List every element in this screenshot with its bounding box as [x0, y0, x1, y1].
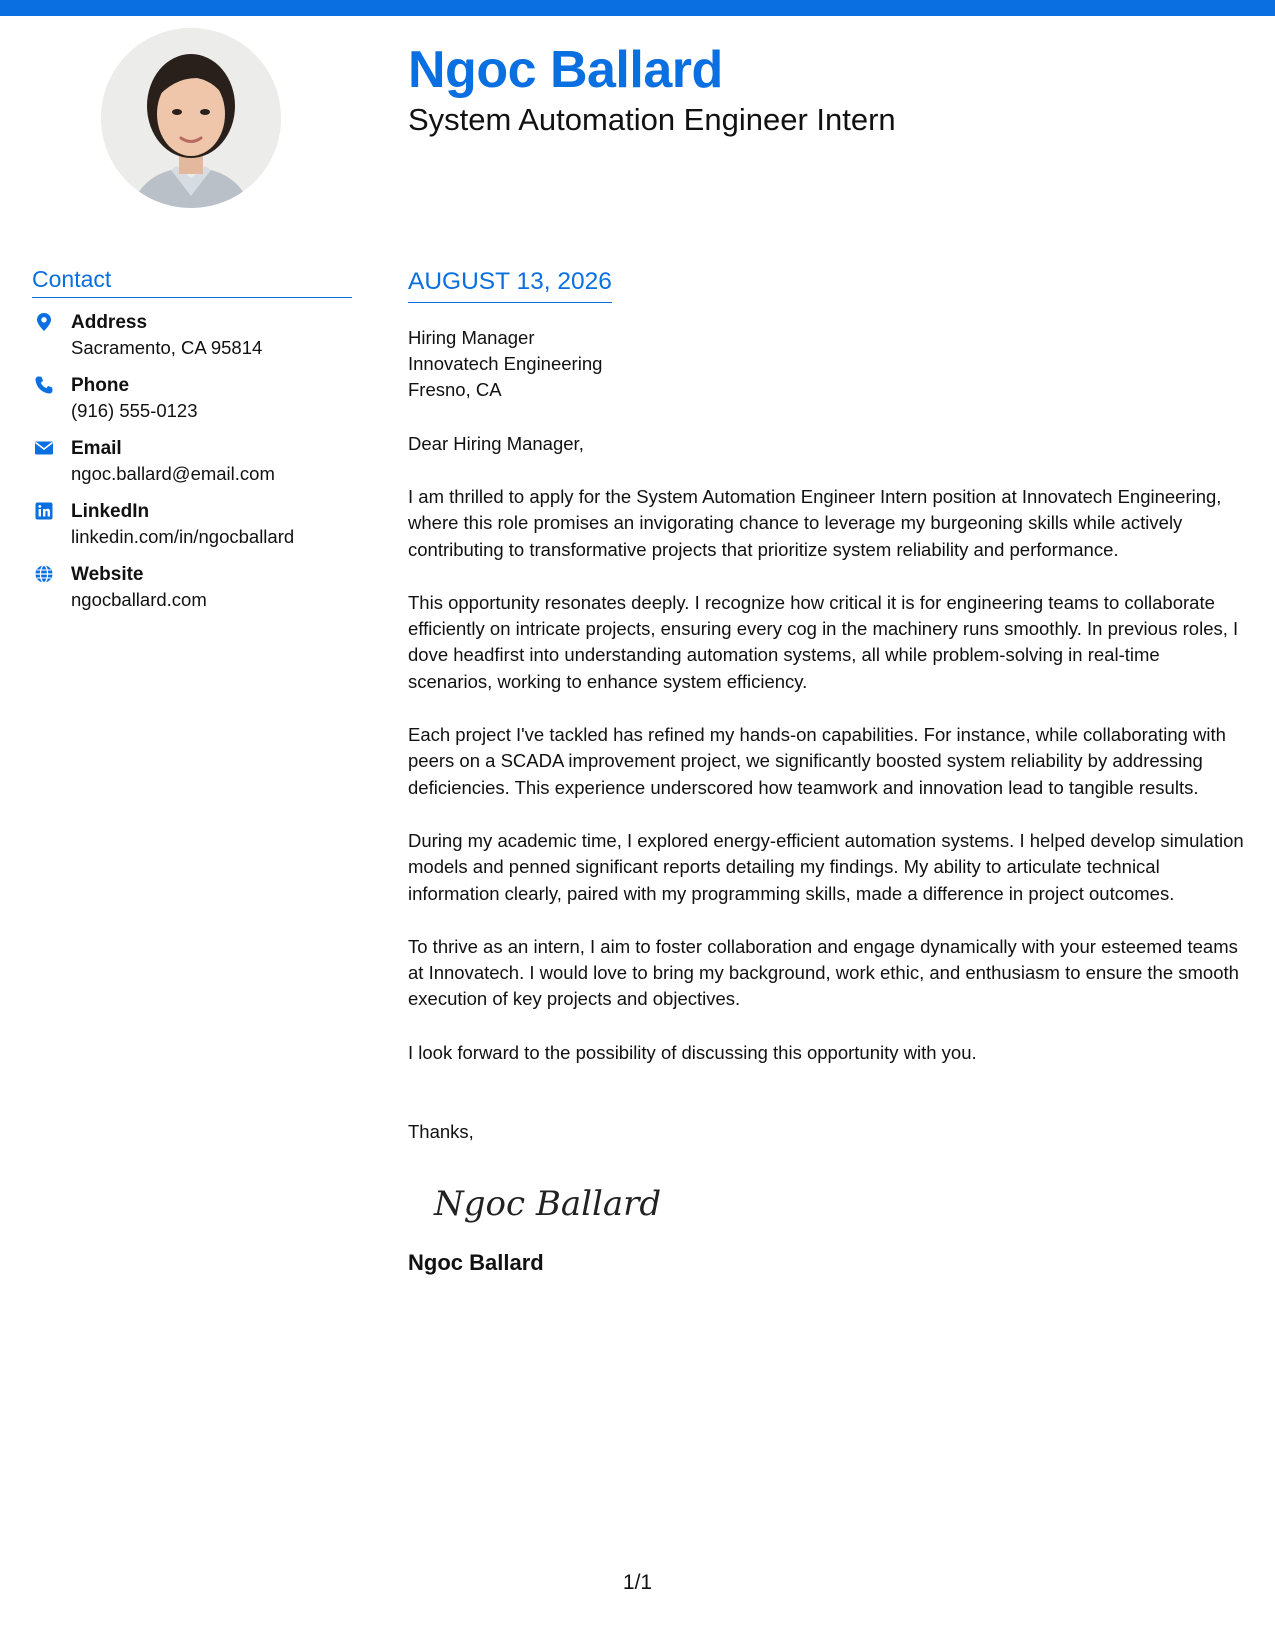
- recipient-line: Innovatech Engineering: [408, 353, 603, 374]
- contact-item-email: [32, 436, 352, 486]
- contact-item-phone: [32, 373, 352, 423]
- recipient-line: Hiring Manager: [408, 327, 535, 348]
- letter-date: AUGUST 13, 2026: [408, 268, 612, 303]
- linkedin-link[interactable]: linkedin.com/in/ngocballard: [71, 526, 295, 547]
- linkedin-icon: [34, 501, 54, 521]
- envelope-icon: [34, 438, 54, 458]
- contact-label: Address: [71, 312, 148, 333]
- body-paragraph: I am thrilled to apply for the System Automation Engineer Intern position at Innovatech Engineering, where this role promises an invigorating chance to leverage my burgeoning skills while actively contributing to transformative projects that prioritize system reliability and performance.: [408, 486, 1222, 560]
- closing: Thanks,: [408, 1121, 474, 1143]
- contact-label: Website: [71, 564, 144, 585]
- contact-item-linkedin: [32, 499, 352, 549]
- body-paragraph: This opportunity resonates deeply. I recognize how critical it is for engineering teams to collaborate efficiently on intricate projects, ensuring every cog in the machinery runs smoothly. In previous roles, I dove headfirst into understanding automation systems, all while problem-solving in real-time scenarios, working to enhance system efficiency.: [408, 591, 1239, 692]
- website-link[interactable]: ngocballard.com: [71, 589, 207, 610]
- map-pin-icon: [34, 312, 54, 332]
- phone-icon: [34, 375, 54, 395]
- contact-item-website: [32, 562, 352, 612]
- body-paragraph: I look forward to the possibility of discussing this opportunity with you.: [408, 1041, 977, 1063]
- contact-label: LinkedIn: [71, 501, 150, 522]
- handwritten-signature: [430, 1177, 1248, 1234]
- page-number: 1/1: [622, 1571, 653, 1594]
- email-link[interactable]: ngoc.ballard@email.com: [71, 463, 275, 484]
- greeting: Dear Hiring Manager,: [408, 433, 584, 454]
- profile-photo: [101, 28, 281, 208]
- letter-body: [408, 268, 1248, 1276]
- signature-glyphs: Ngoc Ballard: [434, 1184, 660, 1225]
- contact-value: (916) 555-0123: [71, 400, 198, 421]
- contact-label: Phone: [71, 375, 130, 396]
- contact-heading: Contact: [32, 266, 352, 298]
- globe-icon: [34, 564, 54, 584]
- body-paragraph: During my academic time, I explored energy-efficient automation systems. I helped develop simulation models and penned significant reports detailing my findings. My ability to articulate technical information clearly, paired with my programming skills, made a difference in project outcomes.: [408, 829, 1244, 904]
- signer-name: Ngoc Ballard: [408, 1250, 544, 1276]
- contact-item-address: [32, 310, 352, 360]
- contact-sidebar: [32, 266, 352, 625]
- top-accent-bar: [0, 0, 1275, 16]
- contact-label: Email: [71, 438, 122, 459]
- applicant-job-title: System Automation Engineer Intern: [408, 102, 896, 137]
- body-paragraph: Each project I've tackled has refined my hands-on capabilities. For instance, while collaborating with peers on a SCADA improvement project, we significantly boosted system reliability by addressing deficiencies. This experience underscored how teamwork and innovation lead to tangible results.: [408, 724, 1226, 798]
- body-paragraph: To thrive as an intern, I aim to foster collaboration and engage dynamically with your esteemed teams at Innovatech. I would love to bring my background, work ethic, and enthusiasm to ensure the smooth execution of key projects and objectives.: [408, 935, 1239, 1010]
- applicant-name: Ngoc Ballard: [408, 41, 723, 99]
- contact-value: Sacramento, CA 95814: [71, 337, 263, 358]
- recipient-line: Fresno, CA: [408, 379, 502, 400]
- recipient-block: [408, 325, 1248, 403]
